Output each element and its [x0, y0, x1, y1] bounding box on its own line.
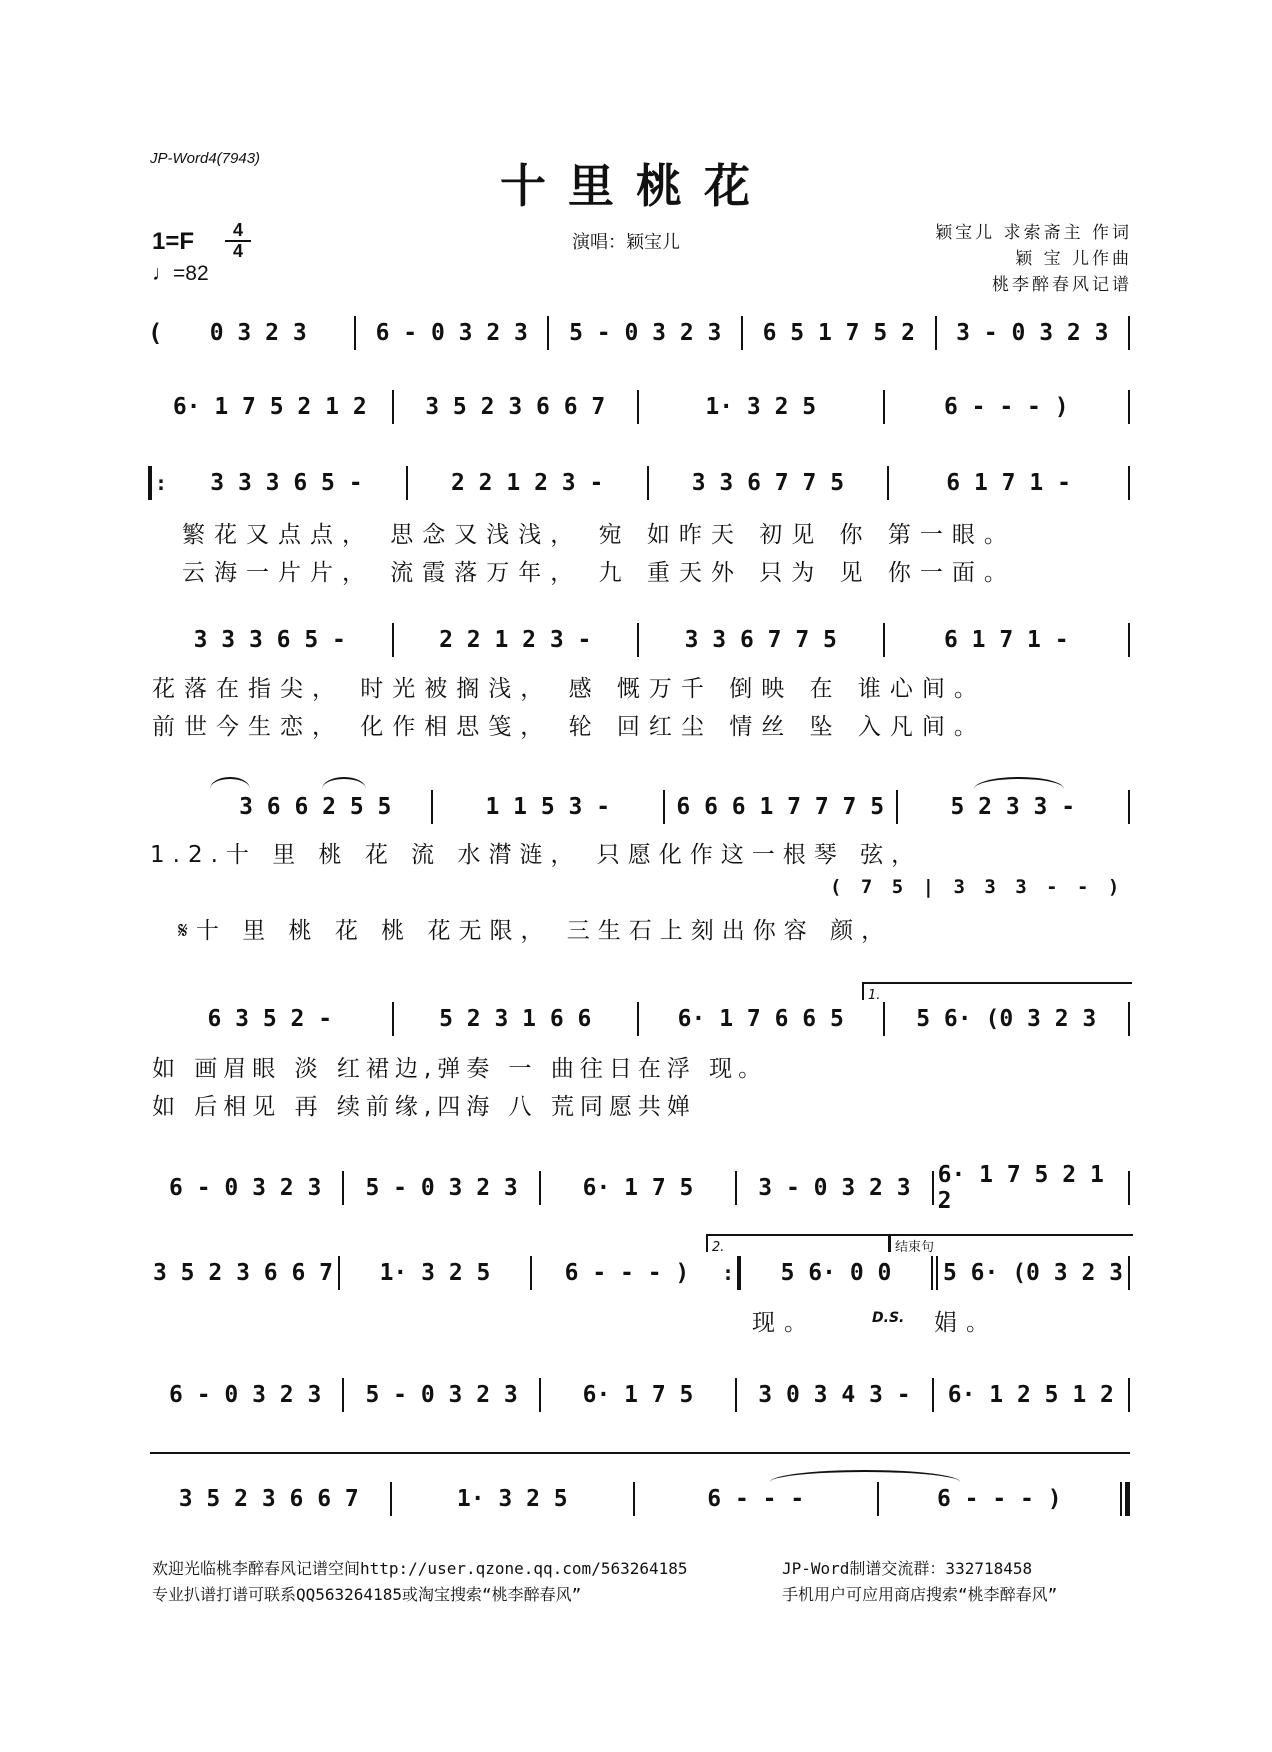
alt-ending-notes: ( 7 5 | 3 3 3 - - ) [830, 876, 1124, 898]
score-row-5 [200, 790, 1130, 824]
measure: 1 1 5 3 - [485, 794, 611, 820]
measure: 6 - - - [707, 1486, 805, 1512]
volta-2: 2. [706, 1234, 888, 1252]
measure: 6· 1 7 6 6 5 [677, 1006, 844, 1032]
lyric-line: 娟。 [934, 1310, 998, 1336]
volta-1: 1. [862, 982, 1132, 1000]
slur [210, 777, 250, 789]
lyric-line: 云海一片片， 流霞落万年， 九 重天外 只为 见 你一面。 [182, 560, 1016, 586]
footer-line: 欢迎光临桃李醉春风记谱空间http://user.qzone.qq.com/563264185 [152, 1559, 688, 1578]
measure: 6· 1 7 5 2 1 2 [937, 1162, 1104, 1214]
page-title: 十里桃花 [500, 159, 772, 213]
footer-line: JP-Word制谱交流群：332718458 [782, 1559, 1033, 1578]
measure: 6· 1 2 5 1 2 [947, 1382, 1114, 1408]
singer-credit: 演唱：颖宝儿 [572, 232, 680, 253]
score-row-2 [148, 390, 1130, 424]
final-barline [1125, 1482, 1130, 1516]
intro-paren: ( [148, 319, 163, 347]
measure: 6· 1 7 5 [582, 1382, 694, 1408]
measure: 6 - - - ) [943, 394, 1069, 420]
measure: 6 - - - ) [564, 1260, 690, 1286]
measure: 2 2 1 2 3 - [439, 627, 592, 653]
end-line [150, 1452, 1130, 1454]
measure: 6 6 6 1 7 7 7 5 [676, 794, 885, 820]
measure: 6 - 0 3 2 3 [375, 320, 528, 346]
measure: 5 6· 0 0 [780, 1260, 892, 1286]
measure: 5 2 3 3 - [950, 794, 1076, 820]
measure: 2 2 1 2 3 - [450, 470, 604, 496]
lyric-line: 1.2.十 里 桃 花 流 水潸涟， 只愿化作这一根琴 弦， [150, 842, 923, 868]
score-row-7 [148, 1162, 1130, 1214]
lyric-line: 如 画眉眼 淡 红裙边,弹奏 一 曲往日在浮 现。 [152, 1056, 768, 1082]
ds-mark: D.S. [872, 1310, 905, 1326]
measure: 3 0 3 4 3 - [758, 1382, 911, 1408]
lyric-line: 𝄋十 里 桃 花 桃 花无限， 三生石上刻出你容 颜， [178, 918, 893, 944]
ending-bracket: 结束句 [888, 1234, 1133, 1252]
measure: 6 1 7 1 - [943, 627, 1069, 653]
measure: 5 6· (0 3 2 3 [942, 1260, 1123, 1286]
measure: 1· 3 2 5 [456, 1486, 568, 1512]
transcriber-credit: 桃李醉春风记谱 [992, 275, 1132, 295]
score-row-8 [148, 1256, 1130, 1290]
measure: 1· 3 2 5 [705, 394, 817, 420]
slur [322, 777, 366, 789]
score-row-6 [148, 1002, 1130, 1036]
measure: 6 - - - ) [936, 1486, 1062, 1512]
measure: 3 3 3 6 5 - [210, 470, 363, 496]
measure: 3 3 6 7 7 5 [684, 627, 837, 653]
measure: 5 - 0 3 2 3 [569, 320, 722, 346]
time-denominator: 4 [232, 241, 243, 261]
composer-credit: 颖 宝 儿作曲 [1015, 249, 1132, 269]
measure: 5 - 0 3 2 3 [365, 1175, 518, 1201]
measure: 6· 1 7 5 [582, 1175, 694, 1201]
lyric-line: 现。 [752, 1310, 816, 1336]
time-signature [225, 222, 251, 260]
score-row-3 [148, 466, 1130, 500]
source-label: JP-Word4(7943) [150, 150, 261, 167]
lyric-line: 繁花又点点， 思念又浅浅， 宛 如昨天 初见 你 第一眼。 [182, 522, 1016, 548]
score-row-10 [148, 1482, 1130, 1516]
tempo-mark: ♩=82 [152, 262, 209, 285]
lyric-line: 花落在指尖， 时光被搁浅， 感 慨万千 倒映 在 谁心间。 [152, 676, 986, 702]
key-signature: 1=F [152, 228, 195, 255]
time-numerator: 4 [232, 220, 243, 240]
measure: 5 2 3 1 6 6 [439, 1006, 592, 1032]
measure: 6 - 0 3 2 3 [169, 1175, 322, 1201]
tie [770, 1470, 960, 1482]
measure: 5 - 0 3 2 3 [365, 1382, 518, 1408]
measure: 6 5 1 7 5 2 [762, 320, 915, 346]
lyricist-credit: 颖宝儿 求索斋主 作词 [935, 223, 1132, 243]
measure: 3 6 6 2 5 5 [239, 794, 392, 820]
measure: 5 6· (0 3 2 3 [916, 1006, 1097, 1032]
measure: 3 - 0 3 2 3 [956, 320, 1109, 346]
measure: 6 1 7 1 - [946, 470, 1071, 496]
measure: 3 5 2 3 6 6 7 [152, 1260, 333, 1286]
lyric-line: 前世今生恋， 化作相思笺， 轮 回红尘 情丝 坠 入凡间。 [152, 714, 986, 740]
score-row-1 [148, 316, 1130, 350]
measure: 3 5 2 3 6 6 7 [178, 1486, 359, 1512]
lyric-line: 如 后相见 再 续前缘,四海 八 荒同愿共婵 [152, 1094, 696, 1120]
measure: 6 - 0 3 2 3 [169, 1382, 322, 1408]
score-row-4 [148, 623, 1130, 657]
measure: 0 3 2 3 [209, 320, 307, 346]
measure: 6· 1 7 5 2 1 2 [172, 394, 367, 420]
measure: 3 5 2 3 6 6 7 [425, 394, 606, 420]
measure: 3 3 6 7 7 5 [691, 470, 845, 496]
footer-line: 专业扒谱打谱可联系QQ563264185或淘宝搜索“桃李醉春风” [152, 1585, 582, 1604]
slur [974, 777, 1064, 789]
measure: 3 - 0 3 2 3 [758, 1175, 911, 1201]
repeat-start: : [148, 466, 167, 500]
measure: 6 3 5 2 - [207, 1006, 333, 1032]
score-row-9 [148, 1378, 1130, 1412]
footer-line: 手机用户可应用商店搜索“桃李醉春风” [782, 1585, 1058, 1604]
repeat-end: : [722, 1256, 741, 1290]
measure: 3 3 3 6 5 - [193, 627, 346, 653]
measure: 1· 3 2 5 [379, 1260, 491, 1286]
